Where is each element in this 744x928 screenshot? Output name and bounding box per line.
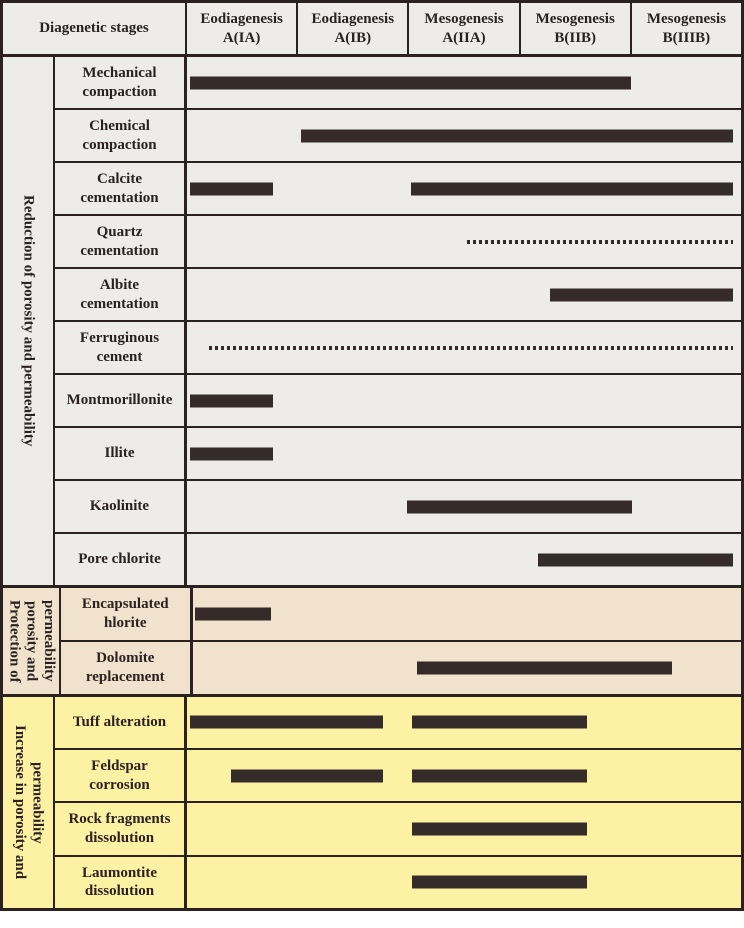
timing-bar [190,716,383,729]
stage-name: Eodiagenesis [311,10,395,27]
row-label: Tuff alteration [55,697,187,748]
timing-track [187,803,741,854]
timing-bar [301,129,733,142]
table-row [55,57,741,110]
timing-track [187,750,741,801]
header-stage-biib [521,3,632,54]
table-row [55,857,741,908]
timing-bar [538,553,733,566]
stage-name: Mesogenesis [535,10,615,27]
timing-bar-dotted [467,240,733,244]
row-label: Montmorillonite [55,375,187,426]
row-label: Mechanical compaction [55,57,187,108]
table-row [55,697,741,750]
row-label: Calcite cementation [55,163,187,214]
timing-bar [190,394,273,407]
timing-track [187,481,741,532]
row-label: Laumontite dissolution [55,857,187,908]
stage-name: Eodiagenesis [200,10,283,27]
section-protection [3,588,741,697]
header-diagenetic-stages: Diagenetic stages [3,3,187,54]
table-row [55,269,741,322]
stage-code: A(IA) [222,29,261,46]
row-label: Illite [55,428,187,479]
timing-bar [231,769,382,782]
timing-track [187,269,741,320]
table-row [55,322,741,375]
section-label-reduction: Reduction of porosity and permeability [3,57,55,585]
section-increase [3,697,741,908]
timing-bar [412,769,587,782]
timing-bar-dotted [209,346,733,350]
table-row [55,216,741,269]
section-rows [61,588,741,694]
timing-track [187,57,741,108]
table-row [55,163,741,216]
timing-bar [412,876,587,889]
timing-track [187,857,741,908]
timing-bar [407,500,632,513]
row-label: Kaolinite [55,481,187,532]
table-row [55,803,741,856]
section-label-protection: Protection of porosity and permeability [3,588,61,694]
table-row [55,375,741,428]
table-row [55,534,741,585]
section-rows [55,697,741,908]
timing-track [187,534,741,585]
section-rows [55,57,741,585]
timing-track [193,642,741,694]
timing-track [187,697,741,748]
timing-bar [190,182,273,195]
row-label: Albite cementation [55,269,187,320]
timing-bar [550,288,732,301]
table-row [55,428,741,481]
timing-bar [412,716,587,729]
timing-track [187,163,741,214]
table-row [55,750,741,803]
timing-bar [195,608,270,621]
row-label: Encapsulated hlorite [61,588,193,640]
timing-bar [190,76,632,89]
timing-bar [190,447,273,460]
row-label: Ferruginous cement [55,322,187,373]
timing-track [187,110,741,161]
table-row [61,588,741,642]
section-label-increase: Increase in porosity and permeability [3,697,55,908]
timing-bar [411,182,733,195]
timing-track [187,216,741,267]
row-label: Dolomite replacement [61,642,193,694]
table-body [3,57,741,908]
header-stage-aib [298,3,409,54]
table-row [55,110,741,163]
timing-bar [417,661,672,674]
row-label: Feldspar corrosion [55,750,187,801]
stage-code: A(IB) [334,29,372,46]
table-row [61,642,741,694]
timing-track [187,322,741,373]
timing-bar [412,823,587,836]
stage-code: B(IIIB) [662,29,711,46]
row-label: Pore chlorite [55,534,187,585]
row-label: Chemical compaction [55,110,187,161]
header-stage-biiib [632,3,741,54]
header-row [3,3,741,57]
stage-code: B(IIB) [554,29,597,46]
stage-code: A(IIA) [442,29,486,46]
row-label: Rock fragments dissolution [55,803,187,854]
row-label: Quartz cementation [55,216,187,267]
timing-track [187,375,741,426]
stage-name: Mesogenesis [646,10,726,27]
header-stage-aiia [409,3,520,54]
table-row [55,481,741,534]
timing-track [187,428,741,479]
stage-name: Mesogenesis [424,10,504,27]
timing-track [193,588,741,640]
section-reduction [3,57,741,588]
header-stage-aia [187,3,298,54]
